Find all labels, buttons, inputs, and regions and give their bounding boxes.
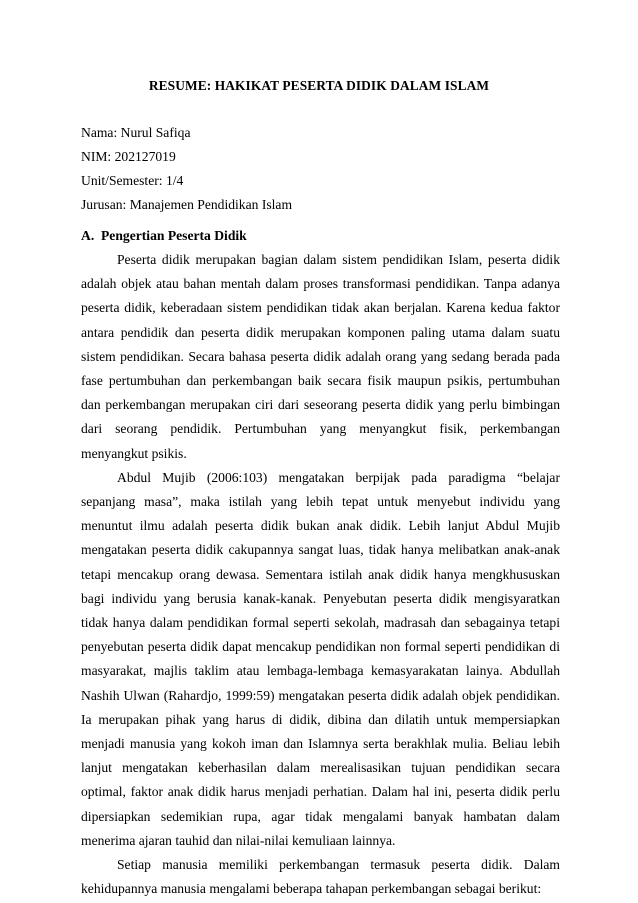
identity-unit-semester: Unit/Semester: 1/4 — [81, 173, 184, 188]
identity-nim: NIM: 202127019 — [81, 149, 176, 164]
section-marker: A. — [81, 228, 95, 243]
identity-block — [81, 121, 292, 217]
section-a — [81, 224, 560, 901]
paragraph: Setiap manusia memiliki perkembangan termasuk peserta didik. Dalam kehidupannya manusia mengalami beberapa tahapan perkembangan sebagai berikut: — [81, 857, 560, 897]
identity-jurusan: Jurusan: Manajemen Pendidikan Islam — [81, 197, 293, 212]
paragraph: Peserta didik merupakan bagian dalam sistem pendidikan Islam, peserta didik adalah objek atau bahan mentah dalam proses transformasi pendidikan. Tanpa adanya peserta didik, keberadaan sistem pendidikan tidak akan berjalan. Karena kedua faktor antara pendidik dan peserta didik merupakan komponen paling utama dalam suatu sistem pendidikan. Secara bahasa peserta didik adalah orang yang sedang berada pada fase pertumbuhan dan perkembangan baik secara fisik maupun psikis, pertumbuhan dan perkembangan merupakan ciri dari seseorang peserta didik yang perlu bimbingan dari seorang pendidik. Pertumbuhan yang menyangkut fisik, perkembangan menyangkut psikis. — [81, 252, 560, 461]
section-heading-text: Pengertian Peserta Didik — [101, 228, 247, 243]
document-title: RESUME: HAKIKAT PESERTA DIDIK DALAM ISLAM — [148, 78, 490, 93]
paragraph: Abdul Mujib (2006:103) mengatakan berpijak pada paradigma “belajar sepanjang masa”, maka istilah yang lebih tepat untuk menyebut individu yang menuntut ilmu adalah peserta didik bukan anak didik. Lebih lanjut Abdul Mujib mengatakan peserta didik cakupannya sangat luas, tidak hanya melibatkan anak-anak tetapi mencakup orang dewasa. Sementara istilah anak didik hanya mengkhususkan bagi individu yang berusia kanak-kanak. Penyebutan peserta didik mengisyaratkan tidak hanya dalam pendidikan formal seperti sekolah, madrasah dan sebagainya tetapi penyebutan peserta didik dapat mencakup pendidikan non formal seperti pendidikan di masyarakat, majlis taklim atau lembaga-lembaga kemasyarakatan lainya. Abdullah Nashih Ulwan (Rahardjo, 1999:59) mengatakan peserta didik adalah objek pendidikan. Ia merupakan pihak yang harus di didik, dibina dan dilatih untuk mempersiapkan menjadi manusia yang kokoh iman dan Islamnya serta berakhlak mulia. Beliau lebih lanjut mengatakan keberhasilan dalam merealisasikan tujuan pendidikan secara optimal, faktor anak didik harus menjadi perhatian. Dalam hal ini, peserta didik perlu dipersiapkan sedemikian rupa, agar tidak mengalami banyak hambatan dalam menerima ajaran tauhid dan nilai-nilai kemuliaan lainnya. — [81, 469, 560, 848]
section-heading — [81, 224, 560, 248]
identity-name: Nama: Nurul Safiqa — [81, 125, 191, 140]
